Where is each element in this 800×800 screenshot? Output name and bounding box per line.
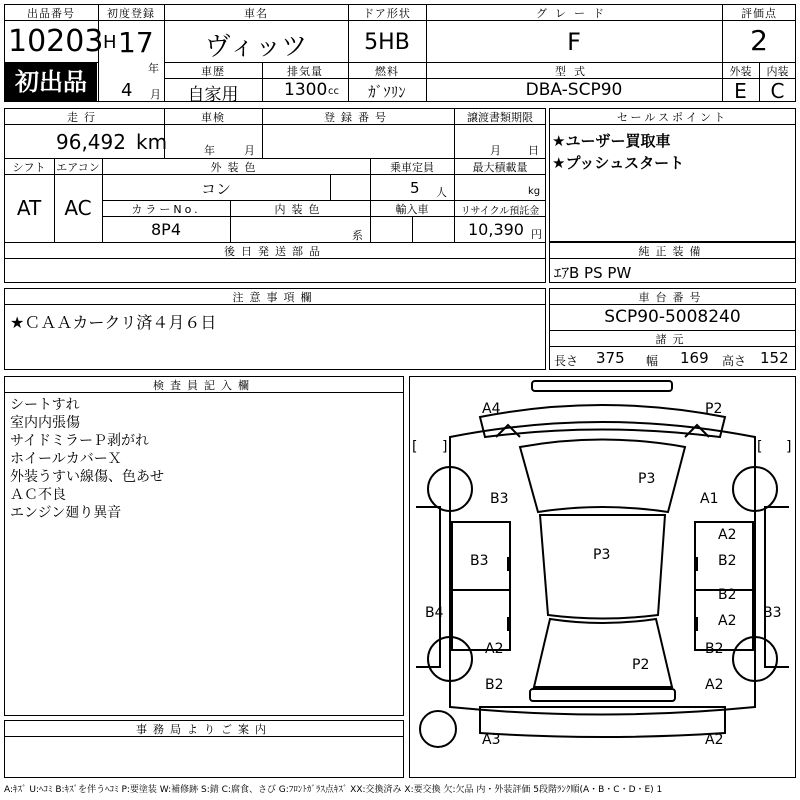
damage-code: A1 (700, 491, 719, 507)
equipment-label: 純正装備 (638, 245, 707, 258)
interior-color-label: 内装色 (274, 203, 326, 216)
interior-color-unit: 系 (352, 229, 363, 242)
displacement-value: 1300 (284, 80, 328, 100)
score-value: 2 (750, 24, 768, 57)
ac-value: AC (64, 196, 92, 220)
registration-year: 17 (118, 26, 154, 59)
model-value: DBA-SCP90 (525, 80, 623, 100)
plate-label: 登録番号 (324, 111, 392, 124)
mileage-value: 96,492 (56, 130, 126, 154)
registration-era: H (103, 32, 117, 53)
damage-code: B2 (705, 641, 724, 657)
damage-code: A4 (482, 401, 501, 417)
sales-points-label: セールスポイント (616, 111, 728, 124)
grade-label: グレード (536, 7, 612, 20)
sales-point-1: ★ユーザー買取車 (552, 132, 671, 150)
inspector-line: サイドミラーＰ剥がれ (10, 433, 150, 449)
damage-code: A2 (718, 527, 737, 543)
load-unit: kg (528, 186, 541, 197)
transfer-label: 譲渡書類期限 (467, 111, 533, 124)
color-value: コン (200, 180, 231, 198)
notes-label: 注意事項欄 (232, 291, 318, 304)
inspection-month: 月 (244, 144, 255, 157)
score-label: 評価点 (741, 7, 777, 20)
later-parts-label: 後日発送部品 (224, 245, 326, 258)
exterior-label: 外装 (729, 65, 752, 78)
load-label: 最大積載量 (472, 161, 528, 174)
width-value: 169 (680, 349, 709, 367)
history-label: 車歴 (201, 65, 225, 78)
registration-month: 4 (121, 80, 133, 101)
length-label: 長さ (554, 354, 579, 368)
inspector-line: エンジン廻り異音 (10, 505, 122, 521)
notes-value: ★ＣＡＡカークリ済４月６日 (10, 313, 217, 332)
inspector-line: シートすれ (10, 397, 80, 413)
grade-value: F (567, 28, 581, 56)
inspector-line: ホイールカバーＸ (10, 451, 122, 467)
recycle-label: リサイクル預託金 (460, 206, 540, 217)
damage-code: P2 (705, 401, 723, 417)
bracket: [ (412, 439, 418, 455)
door-label: ドア形状 (363, 7, 411, 20)
damage-code: P3 (593, 547, 611, 563)
office-label: 事務局よりご案内 (136, 723, 272, 736)
equipment-value: ｴｱB PS PW (554, 264, 632, 282)
damage-code: B3 (470, 553, 489, 569)
ac-label: エアコン (56, 161, 100, 174)
damage-code: A2 (705, 732, 724, 748)
door-value: 5HB (364, 30, 410, 55)
import-label: 輸入車 (395, 203, 429, 216)
lot-label: 出品番号 (27, 7, 75, 20)
damage-code: A2 (718, 613, 737, 629)
year-unit: 年 (148, 62, 159, 75)
fuel-label: 燃料 (375, 65, 399, 78)
car-name-label: 車名 (244, 7, 268, 20)
height-label: 高さ (722, 354, 747, 368)
capacity-label: 乗車定員 (390, 161, 434, 174)
capacity-unit: 人 (436, 186, 447, 199)
first-listing-badge: 初出品 (5, 63, 97, 101)
damage-code: B2 (718, 587, 737, 603)
lot-number: 10203 (8, 24, 104, 59)
inspector-line: 室内内張傷 (10, 415, 80, 431)
mileage-unit: km (136, 130, 168, 154)
damage-code: B2 (485, 677, 504, 693)
inspector-line: ＡＣ不良 (10, 487, 66, 503)
chassis-number: SCP90-5008240 (604, 307, 741, 327)
recycle-value: 10,390 (468, 220, 524, 239)
color-number-value: 8P4 (150, 220, 181, 239)
inspection-label: 車検 (201, 111, 225, 124)
bracket: [ (757, 439, 763, 455)
interior-label: 内装 (766, 65, 789, 78)
shift-value: AT (16, 196, 42, 220)
interior-grade: C (770, 79, 785, 103)
fuel-value: ｶﾞｿﾘﾝ (368, 83, 406, 101)
damage-code: P3 (638, 471, 656, 487)
model-label: 型式 (555, 65, 593, 78)
width-label: 幅 (646, 354, 659, 368)
car-name: ヴィッツ (204, 32, 308, 62)
inspector-line: 外装うすい線傷、色あせ (10, 469, 164, 485)
spec-label: 諸元 (655, 333, 690, 346)
car-diagram (409, 376, 796, 778)
inspection-year: 年 (204, 144, 215, 157)
inspector-label: 検査員記入欄 (153, 379, 255, 392)
length-value: 375 (596, 349, 625, 367)
shift-label: シフト (12, 161, 46, 174)
sales-point-2: ★プッシュスタート (552, 154, 685, 172)
damage-code: B2 (718, 553, 737, 569)
first-registration-label: 初度登録 (107, 7, 155, 20)
damage-code: P2 (632, 657, 650, 673)
month-unit: 月 (150, 88, 161, 101)
history-value: 自家用 (187, 85, 239, 105)
damage-code: B3 (763, 605, 782, 621)
damage-code: A2 (485, 641, 504, 657)
bracket: ] (786, 439, 792, 455)
recycle-unit: 円 (531, 228, 542, 241)
mileage-label: 走行 (67, 111, 101, 124)
damage-code: B4 (425, 605, 444, 621)
transfer-month: 月 (490, 144, 501, 157)
legend: A:ｷｽﾞ U:ﾍｺﾐ B:ｷｽﾞを伴うﾍｺﾐ P:要塗装 W:補修跡 S:錆 C:腐食、さび G:ﾌﾛﾝﾄｶﾞﾗｽ点ｷｽﾞ XX:交換済み X:要交換 欠:欠品 内・外装評価 5段階ﾗﾝｸ順(A・B・C・D・E) 1 (4, 785, 663, 795)
transfer-day: 日 (528, 144, 539, 157)
color-number-label: カラーNo. (131, 203, 201, 216)
bracket: ] (442, 439, 448, 455)
car-outline (410, 377, 795, 777)
damage-code: A3 (482, 732, 501, 748)
exterior-grade: E (734, 79, 747, 103)
inspector-notes (10, 396, 164, 522)
damage-code: B3 (490, 491, 509, 507)
displacement-label: 排気量 (287, 65, 323, 78)
sales-points-block (549, 108, 796, 242)
capacity-value: 5 (410, 179, 420, 197)
color-label: 外装色 (210, 161, 262, 174)
displacement-unit: cc (328, 86, 339, 97)
height-value: 152 (760, 349, 789, 367)
damage-code: A2 (705, 677, 724, 693)
chassis-label: 車台番号 (638, 291, 707, 304)
